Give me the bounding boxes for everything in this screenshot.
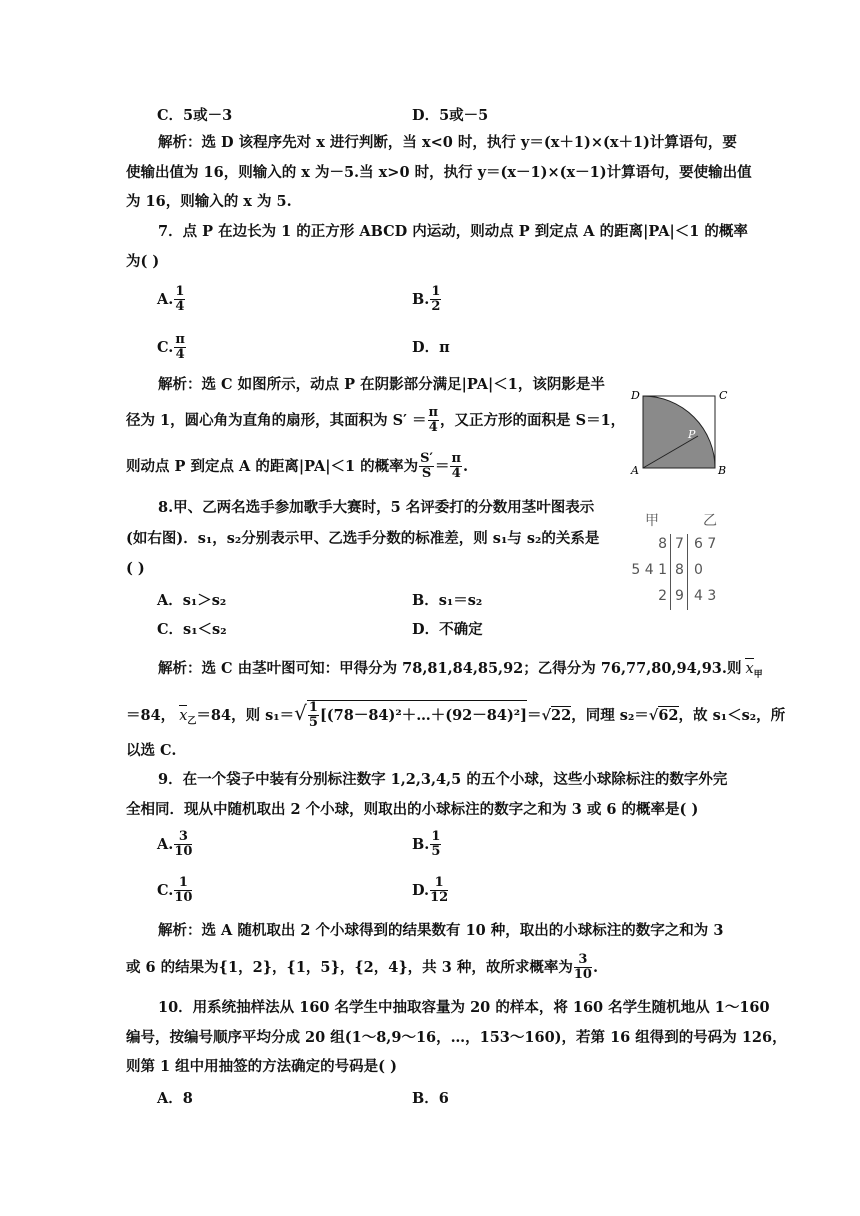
q8-option-a: A．s₁＞s₂ — [157, 592, 227, 609]
q9-option-c: C. $\frac{1}{10}$ — [157, 875, 193, 906]
q6-solution-line1: 解析：选 D 该程序先对 x 进行判断，当 x<0 时，执行 y＝(x＋1)×(x＋1)计算语句，要 — [158, 134, 737, 151]
q6-solution-line2: 使输出值为 16，则输入的 x 为－5.当 x>0 时，执行 y＝(x－1)×(x－1)计算语句，要使输出值 — [126, 164, 752, 181]
stemleaf-divider-right — [687, 534, 688, 610]
q7-option-c: C. $\frac{\pi}{4}$ — [157, 332, 185, 363]
q10-option-b: B．6 — [412, 1090, 449, 1107]
q7-solution-line1: 解析：选 C 如图所示，动点 P 在阴影部分满足|PA|＜1，该阴影是半 — [158, 376, 605, 393]
q7-stem-line2: 为( ) — [126, 253, 160, 270]
q7-stem-line1: 7．点 P 在边长为 1 的正方形 ABCD 内运动，则动点 P 到定点 A 的距离|PA|＜1 的概率 — [158, 223, 748, 240]
q9-solution-line1: 解析：选 A 随机取出 2 个小球得到的结果数有 10 种，取出的小球标注的数字之和为 3 — [158, 922, 724, 939]
q10-stem-line2: 编号，按编号顺序平均分成 20 组(1～8,9～16，…，153～160)，若第 16 组得到的号码为 126， — [126, 1029, 787, 1046]
stemleaf-row2-left: 5 4 1 — [631, 562, 667, 578]
stemleaf-row1-left: 8 — [658, 536, 667, 552]
stemleaf-head-left: 甲 — [645, 513, 659, 529]
q8-option-b: B．s₁＝s₂ — [412, 592, 483, 609]
q10-stem-line3: 则第 1 组中用抽签的方法确定的号码是( ) — [126, 1058, 397, 1075]
q9-option-b: B. $\frac{1}{5}$ — [412, 829, 441, 860]
q8-option-d: D．不确定 — [412, 621, 483, 638]
q6-solution-line3: 为 16，则输入的 x 为 5. — [126, 193, 292, 210]
stemleaf-row1-right: 6 7 — [694, 536, 717, 552]
q6-option-c: C．5或－3 — [157, 107, 233, 124]
q7-square-sector-figure — [628, 386, 740, 478]
stemleaf-head-right: 乙 — [703, 513, 717, 529]
label-p: P — [688, 428, 696, 441]
stem-and-leaf-plot — [617, 510, 777, 610]
q10-stem-line1: 10．用系统抽样法从 160 名学生中抽取容量为 20 的样本，将 160 名学生随机地从 1～160 — [158, 999, 770, 1016]
q8-stem-line1: 8.甲、乙两名选手参加歌手大赛时，5 名评委打的分数用茎叶图表示 — [158, 499, 595, 516]
label-d: D — [631, 389, 640, 402]
q7-option-d: D．π — [412, 339, 450, 356]
stemleaf-row1-stem: 7 — [675, 536, 684, 552]
stemleaf-row2-right: 0 — [694, 562, 703, 578]
label-a: A — [631, 464, 639, 477]
stemleaf-divider-left — [670, 534, 671, 610]
q7-option-a: A. $\frac{1}{4}$ — [157, 284, 185, 315]
q7-option-b: B. $\frac{1}{2}$ — [412, 284, 441, 315]
q9-stem-line2: 全相同．现从中随机取出 2 个小球，则取出的小球标注的数字之和为 3 或 6 的概率是( ) — [126, 801, 699, 818]
q8-solution-line2: ＝84， $x_乙=84$，则 s₁＝√ $\frac{1}{5}$ [(78－84)²＋…＋(92－84)²]＝√22，同理 s₂＝√62，故 s₁＜s₂，所 — [126, 700, 786, 731]
q8-stem-line2: (如右图)．s₁，s₂分别表示甲、乙选手分数的标准差，则 s₁与 s₂的关系是 — [126, 530, 600, 547]
stemleaf-row3-right: 4 3 — [694, 588, 717, 604]
q7-solution-line2: 径为 1，圆心角为直角的扇形，其面积为 S′ ＝ $\frac{\pi}{4}$ ，又正方形的面积是 S＝1， — [126, 405, 626, 436]
q8-stem-line3: ( ) — [126, 560, 145, 577]
label-b: B — [718, 464, 727, 477]
q8-solution-line3: 以选 C. — [126, 742, 177, 759]
q9-option-d: D. $\frac{1}{12}$ — [412, 875, 449, 906]
label-c: C — [719, 389, 728, 402]
q9-stem-line1: 9．在一个袋子中装有分别标注数字 1,2,3,4,5 的五个小球，这些小球除标注的数字外完 — [158, 771, 728, 788]
q7-solution-line3: 则动点 P 到定点 A 的距离|PA|＜1 的概率为 $\frac{S'}{S}$ ＝ $\frac{\pi}{4}$ . — [126, 451, 469, 482]
q9-solution-line2: 或 6 的结果为{1，2}，{1，5}，{2，4}，共 3 种，故所求概率为 $\frac{3}{10}$ . — [126, 952, 599, 983]
stemleaf-row3-stem: 9 — [675, 588, 684, 604]
q8-solution-line1: 解析：选 C 由茎叶图可知：甲得分为 78,81,84,85,92；乙得分为 76,77,80,94,93.则 $x_甲$ — [158, 660, 763, 680]
q6-option-d: D．5或－5 — [412, 107, 489, 124]
stemleaf-row3-left: 2 — [658, 588, 667, 604]
q9-option-a: A. $\frac{3}{10}$ — [157, 829, 193, 860]
q10-option-a: A．8 — [157, 1090, 193, 1107]
q8-option-c: C．s₁＜s₂ — [157, 621, 227, 638]
shaded-quarter-circle — [643, 396, 715, 468]
stemleaf-row2-stem: 8 — [675, 562, 684, 578]
